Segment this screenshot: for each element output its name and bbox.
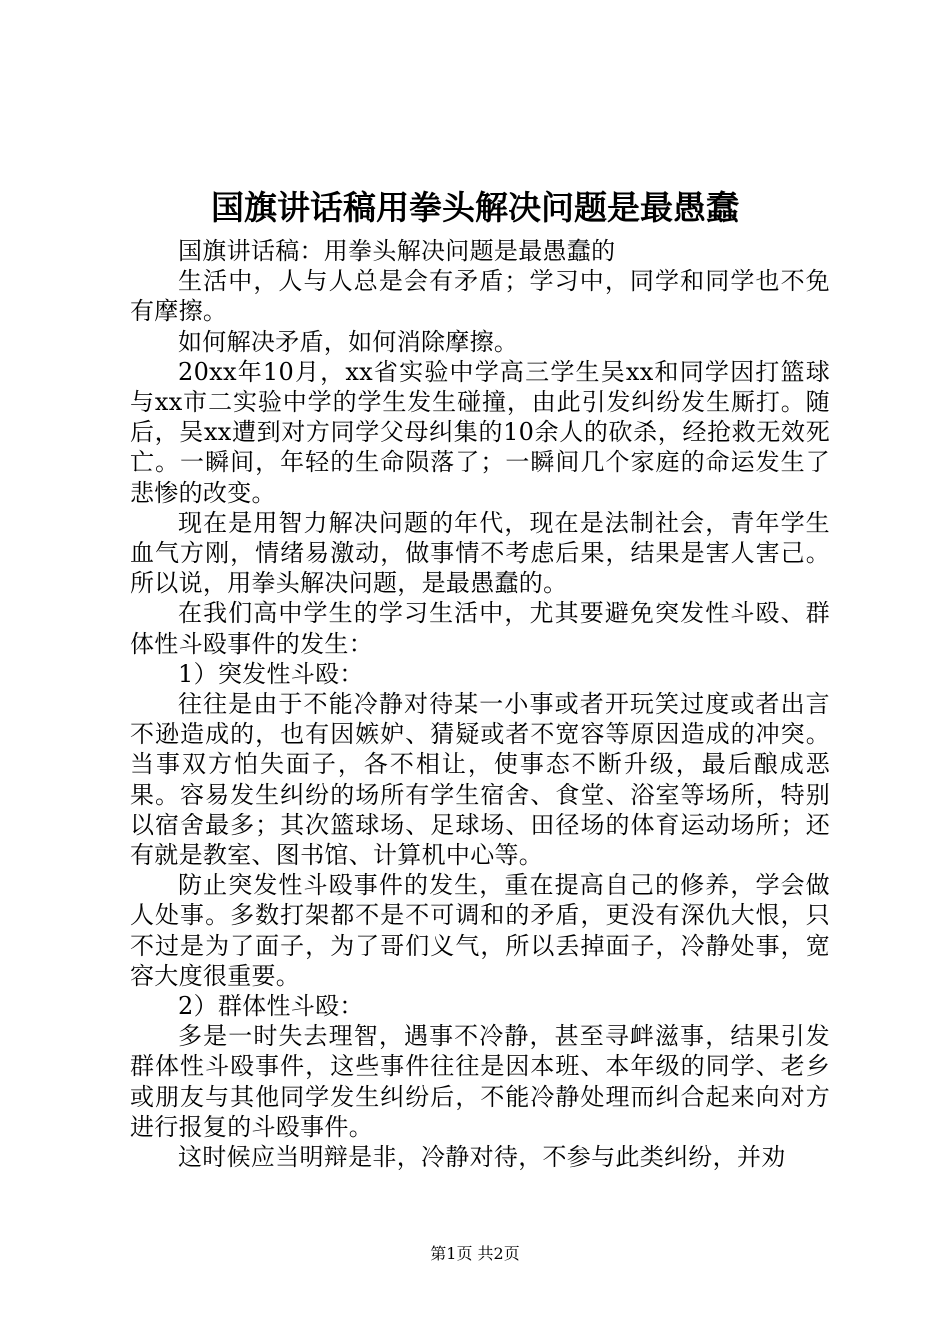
- page-number-footer: 第1页 共2页: [430, 1244, 520, 1263]
- paragraph: 在我们高中学生的学习生活中，尤其要避免突发性斗殴、群体性斗殴事件的发生：: [130, 599, 830, 658]
- paragraph-subtitle: 国旗讲话稿：用拳头解决问题是最愚蠢的: [178, 237, 616, 265]
- document-title: 国旗讲话稿用拳头解决问题是最愚蠢: [211, 188, 739, 227]
- paragraph: 往往是由于不能冷静对待某一小事或者开玩笑过度或者出言不逊造成的，也有因嫉妒、猜疑或者不宽容等原因造成的冲突。当事双方怕失面子，各不相让，使事态不断升级，最后酿成恶果。容易发生纠纷的场所有学生宿舍、食堂、浴室等场所，特别以宿舍最多；其次篮球场、足球场、田径场的体育运动场所；还有就是教室、图书馆、计算机中心等。: [130, 690, 830, 870]
- paragraph: 这时候应当明辩是非，冷静对待，不参与此类纠纷，并劝: [178, 1143, 786, 1172]
- section-heading: 2）群体性斗殴：: [178, 992, 364, 1021]
- paragraph: 如何解决矛盾，如何消除摩擦。: [178, 327, 519, 356]
- paragraph: 多是一时失去理智，遇事不冷静，甚至寻衅滋事，结果引发群体性斗殴事件，这些事件往往是因本班、本年级的同学、老乡或朋友与其他同学发生纠纷后，不能冷静处理而纠合起来向对方进行报复的斗殴事件。: [130, 1022, 830, 1141]
- paragraph: 生活中，人与人总是会有矛盾；学习中，同学和同学也不免有摩擦。: [130, 267, 830, 326]
- paragraph: 现在是用智力解决问题的年代，现在是法制社会，青年学生血气方刚，情绪易激动，做事情不考虑后果，结果是害人害己。所以说，用拳头解决问题，是最愚蠢的。: [130, 508, 830, 598]
- section-heading: 1）突发性斗殴：: [178, 659, 364, 688]
- document-body: [130, 236, 830, 1172]
- paragraph: 20xx年10月，xx省实验中学高三学生吴xx和同学因打篮球与xx市二实验中学的学生发生碰撞，由此引发纠纷发生厮打。随后，吴xx遭到对方同学父母纠集的10余人的砍杀，经抢救无效死亡。一瞬间，年轻的生命陨落了；一瞬间几个家庭的命运发生了悲惨的改变。: [130, 357, 830, 507]
- paragraph: 防止突发性斗殴事件的发生，重在提高自己的修养，学会做人处事。多数打架都不是不可调和的矛盾，更没有深仇大恨，只不过是为了面子，为了哥们义气，所以丢掉面子，冷静处事，宽容大度很重要。: [130, 871, 830, 990]
